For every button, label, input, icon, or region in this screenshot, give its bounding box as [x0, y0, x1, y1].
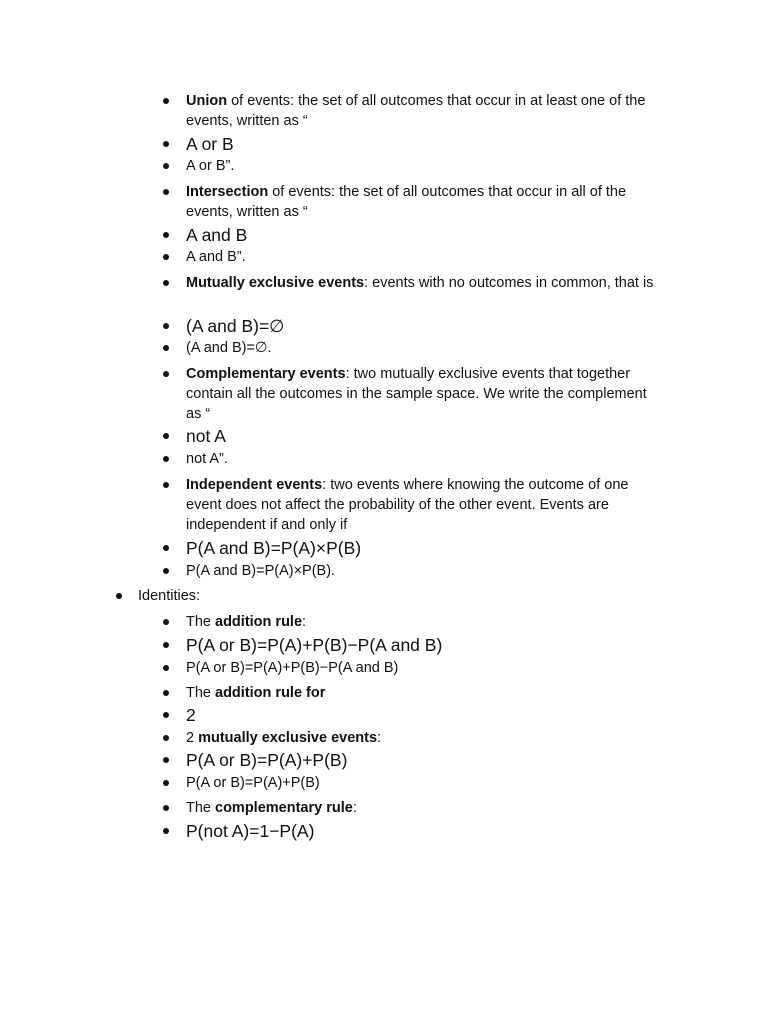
bullet	[163, 828, 169, 834]
list-item-formula: (A and B)=∅	[186, 316, 285, 336]
definition-mutually-exclusive: : events with no outcomes in common, that is	[364, 275, 654, 291]
list-item-formula: P(A or B)=P(A)+P(B)	[186, 750, 348, 770]
list-item-addition-rule	[186, 612, 666, 632]
list-item-formula-text: not A”.	[186, 451, 228, 467]
list-item-mutually-exclusive-events	[186, 728, 666, 748]
bullet	[163, 757, 169, 763]
bullet	[163, 456, 169, 462]
definition-complementary: : two mutually exclusive events that together contain all the outcomes in the sample space. We write the complement as “	[186, 366, 647, 422]
bullet	[163, 665, 169, 671]
bullet	[163, 433, 169, 439]
bullet	[163, 482, 169, 488]
list-item-mutually-exclusive	[186, 273, 666, 293]
list-item-complementary-rule	[186, 798, 666, 818]
list-item-identities: Identities:	[138, 588, 201, 604]
term-union: Union	[186, 93, 228, 109]
list-item-formula-text: P(A or B)=P(A)+P(B)−P(A and B)	[186, 660, 399, 676]
bullet	[163, 690, 169, 696]
bullet	[163, 805, 169, 811]
bullet	[163, 254, 169, 260]
bullet	[116, 593, 122, 599]
term-intersection: Intersection	[186, 184, 269, 200]
term-addition-rule-for: addition rule for	[215, 685, 326, 701]
prefix-text: The	[186, 685, 216, 701]
suffix-text: :	[302, 614, 307, 630]
term-mutually-exclusive-events: mutually exclusive events	[198, 730, 378, 746]
term-addition-rule: addition rule	[215, 614, 303, 630]
bullet	[163, 98, 169, 104]
list-item-intersection	[186, 182, 666, 222]
list-item-independent	[186, 475, 666, 535]
prefix-text: The	[186, 800, 216, 816]
list-item-union	[186, 91, 666, 131]
bullet	[163, 619, 169, 625]
suffix-text: :	[377, 730, 382, 746]
bullet	[163, 642, 169, 648]
list-item-formula: 2	[186, 705, 196, 725]
list-item-formula: not A	[186, 426, 226, 446]
bullet	[163, 780, 169, 786]
list-item-formula-text: P(A or B)=P(A)+P(B)	[186, 775, 320, 791]
prefix-text: The	[186, 614, 216, 630]
list-item-formula: P(A and B)=P(A)×P(B)	[186, 538, 362, 558]
list-item-formula-text: A or B”.	[186, 158, 235, 174]
bullet	[163, 189, 169, 195]
prefix-text: 2	[186, 730, 199, 746]
bullet	[163, 232, 169, 238]
bullet	[163, 545, 169, 551]
bullet	[163, 568, 169, 574]
list-item-formula-text: A and B”.	[186, 249, 246, 265]
bullet	[163, 280, 169, 286]
bullet	[163, 735, 169, 741]
list-item-complementary	[186, 364, 666, 424]
bullet	[163, 371, 169, 377]
list-item-formula-text: (A and B)=∅.	[186, 340, 272, 356]
bullet	[163, 712, 169, 718]
bullet	[163, 163, 169, 169]
list-item-formula: A and B	[186, 225, 248, 245]
definition-independent: : two events where knowing the outcome of one event does not affect the probability of the other event. Events are independent if and only if	[186, 477, 629, 533]
bullet	[163, 345, 169, 351]
list-item-formula: P(not A)=1−P(A)	[186, 821, 315, 841]
list-item-formula: P(A or B)=P(A)+P(B)−P(A and B)	[186, 635, 443, 655]
list-item-addition-rule-for	[186, 683, 666, 703]
bullet	[163, 323, 169, 329]
suffix-text: :	[352, 800, 357, 816]
term-mutually-exclusive: Mutually exclusive events	[186, 275, 365, 291]
term-complementary: Complementary events	[186, 366, 346, 382]
definition-intersection: of events: the set of all outcomes that occur in all of the events, written as “	[186, 184, 627, 220]
term-independent: Independent events	[186, 477, 323, 493]
list-item-formula-text: P(A and B)=P(A)×P(B).	[186, 563, 336, 579]
definition-union: of events: the set of all outcomes that occur in at least one of the events, written as “	[186, 93, 646, 129]
term-complementary-rule: complementary rule	[215, 800, 353, 816]
list-item-formula: A or B	[186, 134, 234, 154]
bullet	[163, 141, 169, 147]
